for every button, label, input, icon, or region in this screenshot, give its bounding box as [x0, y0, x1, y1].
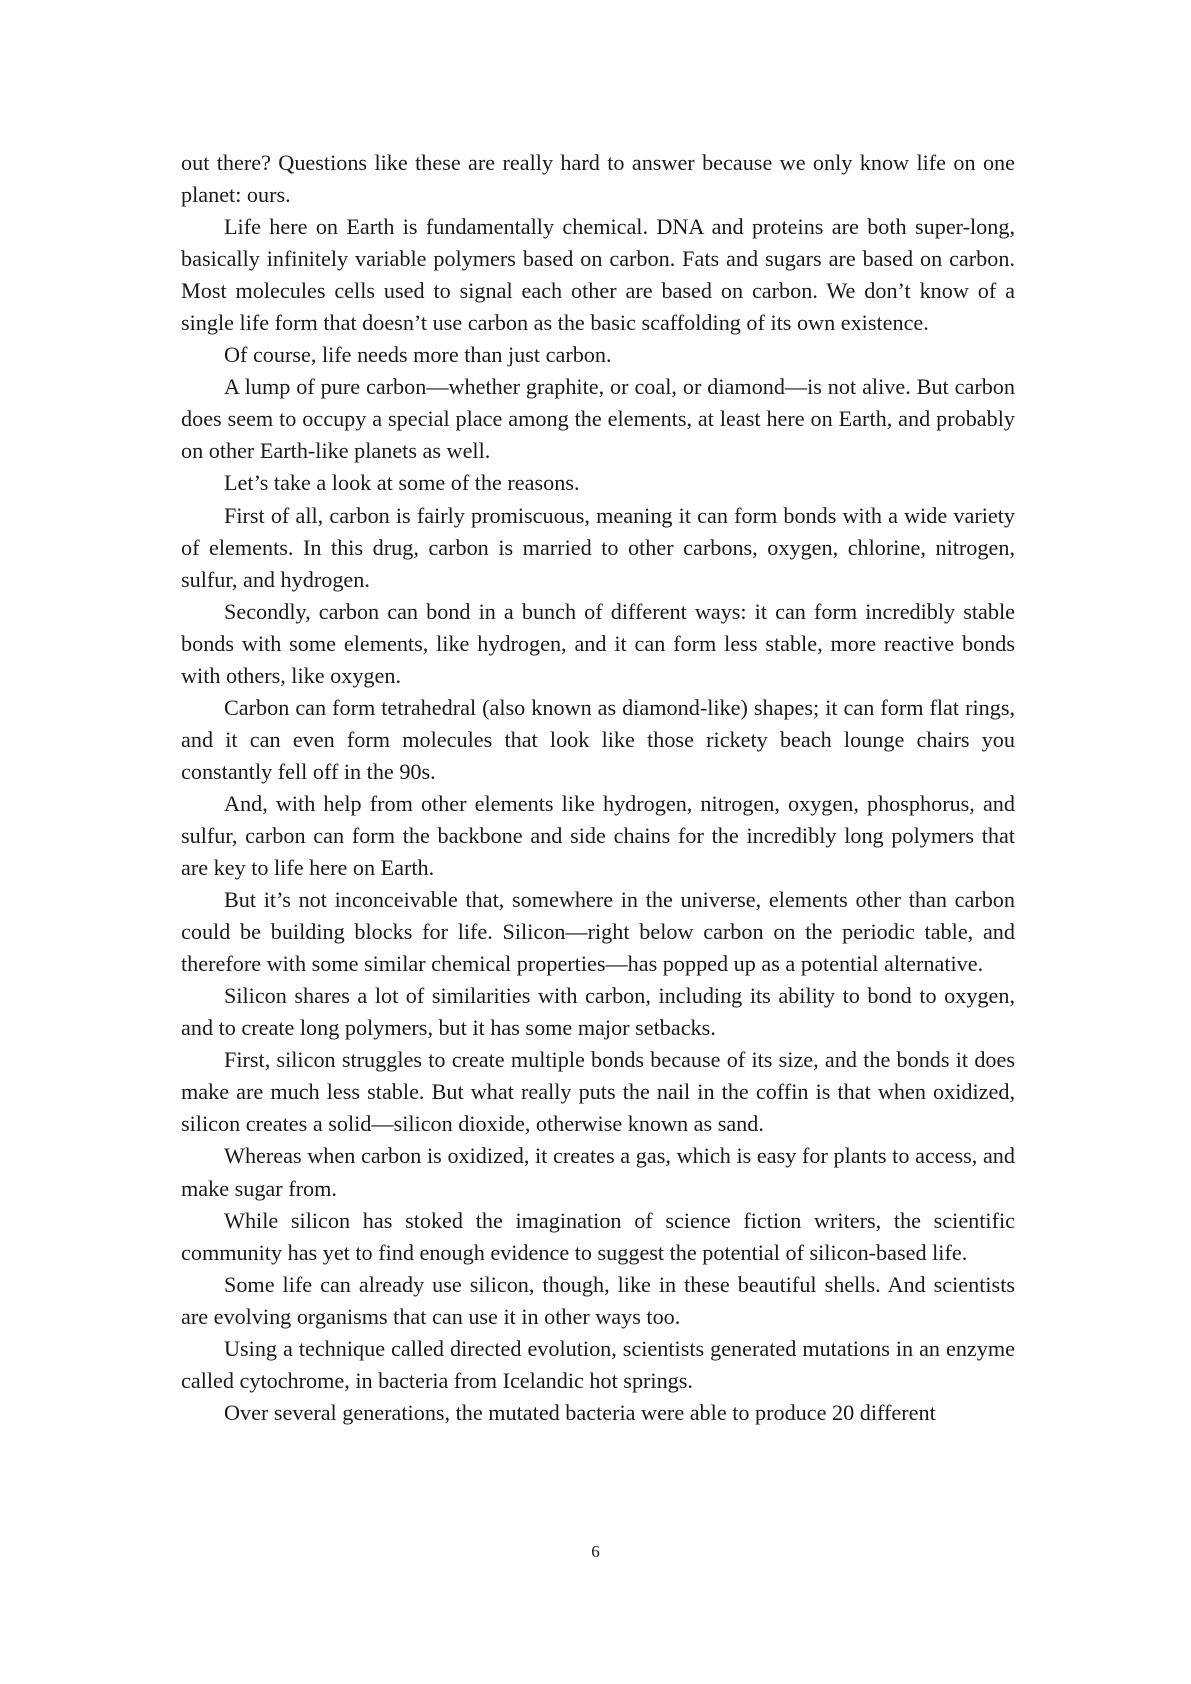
body-text — [181, 147, 1015, 1429]
paragraph: Carbon can form tetrahedral (also known as diamond-like) shapes; it can form flat rings, and it can even form molecules that look like those rickety beach lounge chairs you constantly fell off in the 90s. — [181, 694, 1015, 784]
paragraph: Silicon shares a lot of similarities with carbon, including its ability to bond to oxygen, and to create long polymers, but it has some major setbacks. — [181, 983, 1015, 1041]
paragraph: Over several generations, the mutated bacteria were able to produce 20 different — [224, 1399, 936, 1425]
paragraph: Of course, life needs more than just carbon. — [224, 342, 612, 368]
paragraph: Using a technique called directed evolution, scientists generated mutations in an enzyme called cytochrome, in bacteria from Icelandic hot springs. — [181, 1335, 1015, 1393]
paragraph: Whereas when carbon is oxidized, it creates a gas, which is easy for plants to access, and make sugar from. — [181, 1143, 1015, 1201]
paragraph: First, silicon struggles to create multiple bonds because of its size, and the bonds it does make are much less stable. But what really puts the nail in the coffin is that when oxidized, silicon creates a solid—silicon dioxide, otherwise known as sand. — [181, 1047, 1015, 1137]
paragraph: First of all, carbon is fairly promiscuous, meaning it can form bonds with a wide variety of elements. In this drug, carbon is married to other carbons, oxygen, chlorine, nitrogen, sulfur, and hydrogen. — [181, 502, 1015, 592]
paragraph: Some life can already use silicon, though, like in these beautiful shells. And scientists are evolving organisms that can use it in other ways too. — [181, 1271, 1015, 1329]
page-number: 6 — [591, 1542, 600, 1561]
paragraph: Let’s take a look at some of the reasons. — [224, 470, 580, 496]
paragraph: Secondly, carbon can bond in a bunch of different ways: it can form incredibly stable bonds with some elements, like hydrogen, and it can form less stable, more reactive bonds with others, like oxygen. — [181, 598, 1015, 688]
paragraph: Life here on Earth is fundamentally chemical. DNA and proteins are both super-long, basically infinitely variable polymers based on carbon. Fats and sugars are based on carbon. Most molecules cells used to signal each other are based on carbon. We don’t know of a single life form that doesn’t use carbon as the basic scaffolding of its own existence. — [181, 214, 1015, 336]
paragraph: While silicon has stoked the imagination of science fiction writers, the scientific community has yet to find enough evidence to suggest the potential of silicon-based life. — [181, 1207, 1015, 1265]
paragraph: And, with help from other elements like hydrogen, nitrogen, oxygen, phosphorus, and sulfur, carbon can form the backbone and side chains for the incredibly long polymers that are key to life here on Earth. — [181, 790, 1015, 881]
paragraph: out there? Questions like these are really hard to answer because we only know life on one planet: ours. — [181, 150, 1015, 208]
paragraph: A lump of pure carbon—whether graphite, or coal, or diamond—is not alive. But carbon does seem to occupy a special place among the elements, at least here on Earth, and probably on other Earth-like planets as well. — [181, 374, 1015, 464]
paragraph: But it’s not inconceivable that, somewhere in the universe, elements other than carbon could be building blocks for life. Silicon—right below carbon on the periodic table, and therefore with some similar chemical properties—has popped up as a potential alternative. — [181, 887, 1015, 977]
